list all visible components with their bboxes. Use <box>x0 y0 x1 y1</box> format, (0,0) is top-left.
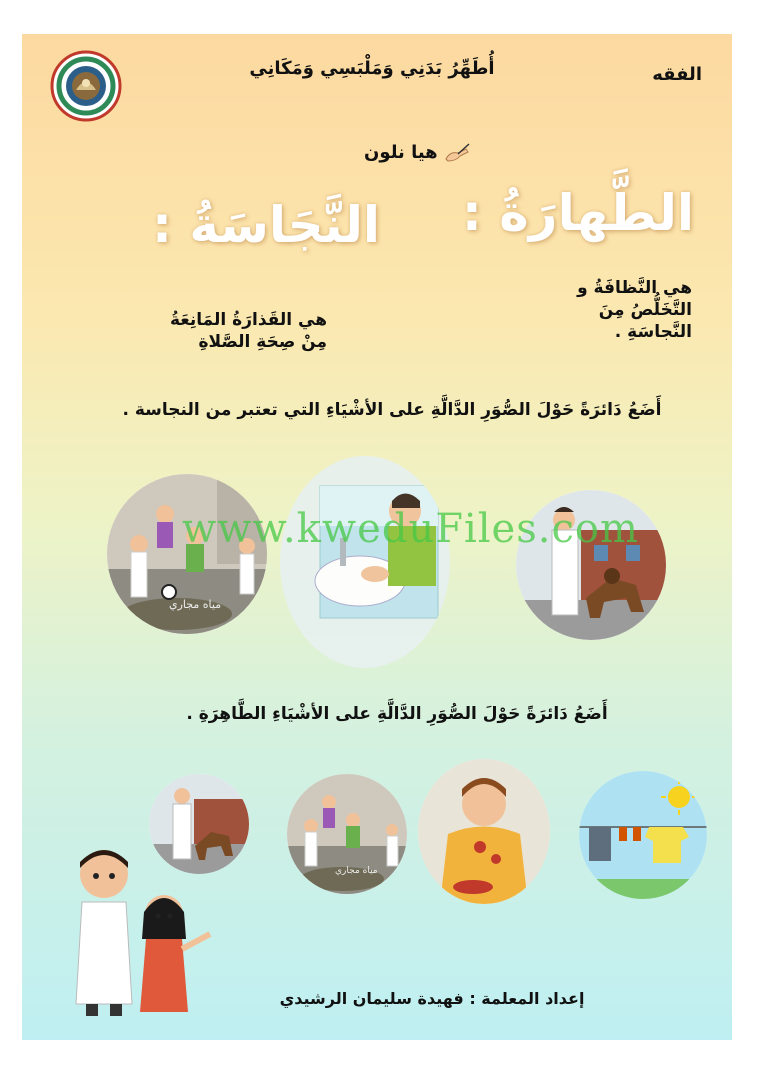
worksheet-page <box>22 34 732 1040</box>
definition-line: التَّخَلُّصُ مِنَ <box>598 300 692 320</box>
hand-washing-picture[interactable] <box>280 456 450 668</box>
definition-line: هي القَذارَةُ المَانِعَةُ <box>169 310 327 330</box>
kids-playing-small-illustration <box>287 774 407 894</box>
clothesline-sun-picture[interactable] <box>579 771 707 899</box>
najasah-title: النَّجَاسَةُ : <box>152 196 381 254</box>
definition-line: النَّجاسَةِ . <box>614 322 692 342</box>
definition-line: هي النَّظافَةُ و <box>577 278 692 298</box>
injured-boy-blood-picture[interactable] <box>418 759 550 904</box>
watermark-text: www.kweduFiles.com <box>182 506 639 552</box>
activity1-instruction: أَضَعُ دَائرَةً حَوْلَ الصُّوَرِ الدَّالَّةِ على الأشْيَاءِ التي تعتبر من النجاسة . <box>122 400 662 420</box>
writing-hand-icon <box>444 143 470 163</box>
activity2-instruction: أَضَعُ دَائرَةً حَوْلَ الصُّوَرِ الدَّالَّةِ على الأشْيَاءِ الطَّاهِرَةِ . <box>186 704 608 724</box>
color-prompt: هيا نلون <box>364 142 438 163</box>
definition-line: مِنْ صِحَةِ الصَّلاةِ <box>198 332 327 352</box>
hand-washing-illustration <box>280 456 450 668</box>
boy-and-girl-illustration <box>52 844 217 1029</box>
kids-playing-drain-picture[interactable] <box>107 474 267 634</box>
taharah-definition <box>522 277 692 343</box>
najasah-definition <box>127 309 327 353</box>
clothesline-illustration <box>579 771 707 899</box>
color-prompt-row <box>322 142 512 163</box>
injured-boy-illustration <box>418 759 550 904</box>
subject-label: الفقه <box>652 64 702 85</box>
drain-label: مياه مجاري <box>169 598 222 611</box>
teacher-credit: إعداد المعلمة : فهيدة سليمان الرشيدي <box>279 989 585 1008</box>
drain-label: مياه مجاري <box>335 866 378 876</box>
ministry-logo <box>50 50 122 122</box>
lesson-title: أُطَهِّرُ بَدَنِي وَمَلْبَسِي وَمَكَانِي <box>249 58 495 79</box>
taharah-title: الطَّهارَةُ : <box>461 184 694 242</box>
kids-playing-drain-small-picture[interactable] <box>287 774 407 894</box>
